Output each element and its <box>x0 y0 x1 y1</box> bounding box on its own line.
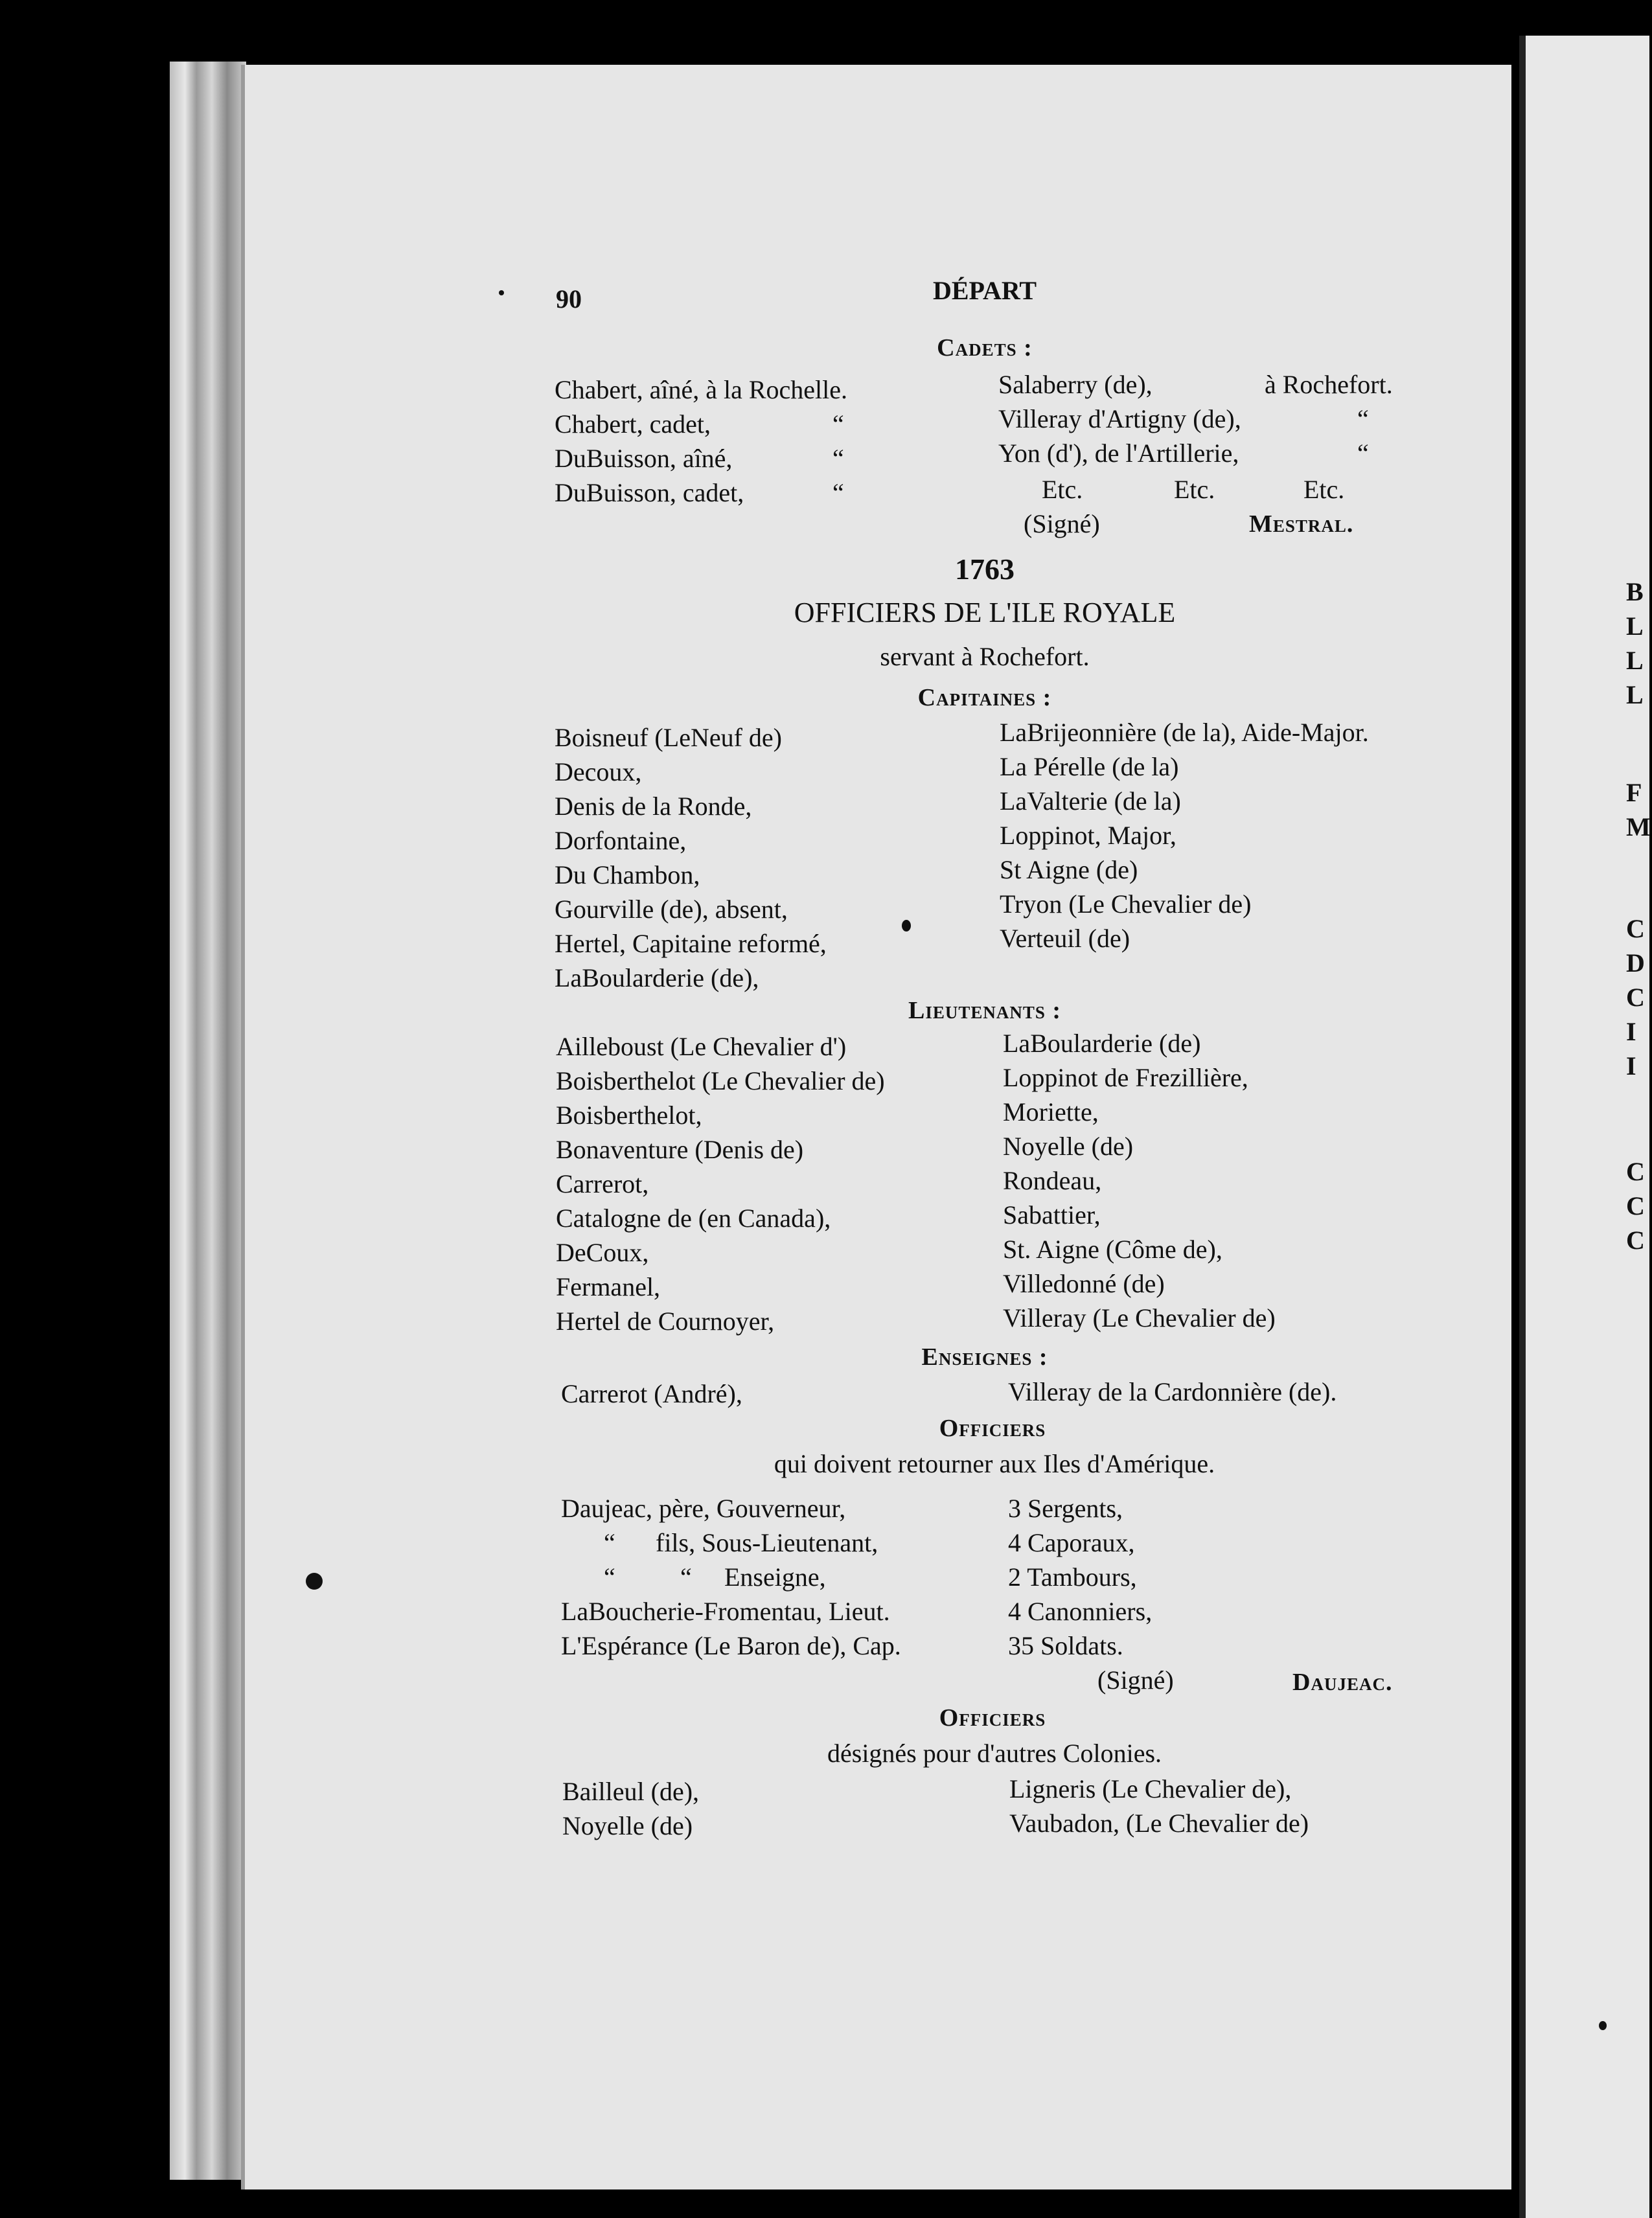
capitaine-left: Boisneuf (LeNeuf de) <box>555 723 782 752</box>
officier-left: Daujeac, père, Gouverneur, <box>561 1494 846 1523</box>
officier-right: Ligneris (Le Chevalier de), <box>1009 1774 1292 1803</box>
signed-label: (Signé) <box>1097 1665 1174 1695</box>
lieutenant-right: Loppinot de Frezillière, <box>1003 1063 1248 1092</box>
ditto-mark: “ <box>604 1562 615 1592</box>
officier-left: LaBoucherie-Fromentau, Lieut. <box>561 1597 890 1626</box>
lieutenant-left: Bonaventure (Denis de) <box>556 1135 804 1164</box>
page-number: 90 <box>556 284 582 314</box>
signed-label: (Signé) <box>1024 509 1100 538</box>
facing-fragment: I <box>1626 1051 1636 1080</box>
scan-speck <box>499 290 504 295</box>
section-subtitle: servant à Rochefort. <box>880 642 1090 671</box>
facing-fragment: F <box>1626 778 1642 807</box>
facing-fragment: I <box>1626 1017 1636 1046</box>
lieutenant-right: Moriette, <box>1003 1097 1099 1126</box>
capitaine-right: La Pérelle (de la) <box>1000 752 1179 781</box>
capitaine-right: St Aigne (de) <box>1000 855 1138 884</box>
ditto-mark: “ <box>832 444 844 473</box>
etc-text: Etc. <box>1174 475 1215 504</box>
signer-name: Mestral. <box>1249 510 1354 538</box>
capitaine-left: Decoux, <box>555 757 642 786</box>
capitaine-left: Du Chambon, <box>555 860 700 889</box>
section-heading-lieutenants: Lieutenants : <box>908 997 1062 1024</box>
lieutenant-right: St. Aigne (Côme de), <box>1003 1235 1222 1264</box>
facing-fragment: D <box>1626 948 1645 978</box>
lieutenant-right: Sabattier, <box>1003 1200 1101 1229</box>
cadet-right: Yon (d'), de l'Artillerie, <box>998 439 1239 468</box>
capitaine-left: Gourville (de), absent, <box>555 895 788 924</box>
troop-count: 4 Canonniers, <box>1008 1597 1153 1626</box>
capitaine-left: Denis de la Ronde, <box>555 792 752 821</box>
capitaine-right: Verteuil (de) <box>1000 924 1130 953</box>
section-title: OFFICIERS DE L'ILE ROYALE <box>794 597 1176 628</box>
etc-text: Etc. <box>1303 475 1345 504</box>
lieutenant-right: LaBoularderie (de) <box>1003 1029 1201 1058</box>
lieutenant-left: Fermanel, <box>556 1272 661 1301</box>
cadet-left: DuBuisson, aîné, <box>555 444 733 473</box>
scan-speck <box>1599 2021 1607 2030</box>
cadet-left: Chabert, cadet, <box>555 409 711 439</box>
section-heading-cadets: Cadets : <box>937 334 1033 361</box>
facing-fragment: C <box>1626 1191 1645 1220</box>
lieutenant-left: Catalogne de (en Canada), <box>556 1204 831 1233</box>
section-subheading: qui doivent retourner aux Iles d'Amérique. <box>774 1449 1215 1478</box>
lieutenant-left: Boisberthelot (Le Chevalier de) <box>556 1066 885 1095</box>
troop-count: 4 Caporaux, <box>1008 1528 1135 1557</box>
officier-left: Bailleul (de), <box>562 1777 700 1806</box>
scan-speck <box>306 1573 323 1590</box>
section-heading-officiers: Officiers <box>939 1704 1046 1732</box>
ditto-mark: “ <box>1357 439 1369 468</box>
officier-left: Enseigne, <box>724 1562 826 1592</box>
capitaine-right: Loppinot, Major, <box>1000 821 1176 850</box>
capitaine-right: Tryon (Le Chevalier de) <box>1000 889 1252 919</box>
section-heading-officiers: Officiers <box>939 1415 1046 1442</box>
facing-fragment: C <box>1626 1226 1645 1255</box>
lieutenant-left: DeCoux, <box>556 1238 649 1267</box>
enseigne-left: Carrerot (André), <box>561 1379 742 1408</box>
facing-fragment: M <box>1626 812 1651 841</box>
capitaine-right: LaValterie (de la) <box>1000 786 1181 816</box>
facing-fragment: L <box>1626 646 1644 675</box>
section-heading-enseignes: Enseignes : <box>921 1343 1048 1371</box>
ditto-mark: “ <box>604 1528 615 1557</box>
facing-fragment: C <box>1626 914 1645 943</box>
year-heading: 1763 <box>955 553 1015 586</box>
cadet-right: Salaberry (de), <box>998 370 1153 399</box>
book-edge <box>170 62 246 2180</box>
capitaine-right: LaBrijeonnière (de la), Aide-Major. <box>1000 718 1369 747</box>
troop-count: 2 Tambours, <box>1008 1562 1137 1592</box>
facing-fragment: C <box>1626 983 1645 1012</box>
troop-count: 35 Soldats. <box>1008 1631 1123 1660</box>
cadet-left: DuBuisson, cadet, <box>555 478 744 507</box>
facing-fragment: L <box>1626 680 1644 709</box>
facing-fragment: B <box>1626 577 1644 606</box>
etc-text: Etc. <box>1042 475 1083 504</box>
scan-speck <box>902 920 911 932</box>
enseigne-right: Villeray de la Cardonnière (de). <box>1008 1377 1337 1406</box>
lieutenant-right: Rondeau, <box>1003 1166 1102 1195</box>
officier-left: Noyelle (de) <box>562 1811 693 1840</box>
lieutenant-left: Hertel de Cournoyer, <box>556 1307 775 1336</box>
officier-right: Vaubadon, (Le Chevalier de) <box>1009 1809 1309 1838</box>
ditto-mark: “ <box>1357 404 1369 433</box>
section-subheading: désignés pour d'autres Colonies. <box>827 1739 1162 1768</box>
lieutenant-right: Villeray (Le Chevalier de) <box>1003 1303 1276 1332</box>
lieutenant-left: Carrerot, <box>556 1169 649 1198</box>
lieutenant-left: Ailleboust (Le Chevalier d') <box>556 1032 847 1061</box>
section-heading-capitaines: Capitaines : <box>917 684 1052 711</box>
officier-left: fils, Sous-Lieutenant, <box>656 1528 878 1557</box>
ditto-mark: “ <box>680 1562 692 1592</box>
capitaine-left: Hertel, Capitaine reformé, <box>555 929 827 958</box>
facing-page <box>1519 36 1649 2218</box>
troop-count: 3 Sergents, <box>1008 1494 1123 1523</box>
officier-left: L'Espérance (Le Baron de), Cap. <box>561 1631 901 1660</box>
capitaine-left: LaBoularderie (de), <box>555 963 759 992</box>
cadet-right: Villeray d'Artigny (de), <box>998 404 1241 433</box>
running-head: DÉPART <box>932 276 1037 305</box>
cadet-left: Chabert, aîné, à la Rochelle. <box>555 375 848 404</box>
lieutenant-right: Noyelle (de) <box>1003 1132 1134 1161</box>
lieutenant-right: Villedonné (de) <box>1003 1269 1165 1298</box>
signer-name: Daujeac. <box>1292 1669 1393 1696</box>
lieutenant-left: Boisberthelot, <box>556 1101 702 1130</box>
cadet-place: à Rochefort. <box>1265 370 1393 399</box>
ditto-mark: “ <box>832 409 844 439</box>
facing-fragment: L <box>1626 612 1644 641</box>
facing-fragment: C <box>1626 1157 1645 1186</box>
capitaine-left: Dorfontaine, <box>555 826 687 855</box>
ditto-mark: “ <box>832 478 844 507</box>
